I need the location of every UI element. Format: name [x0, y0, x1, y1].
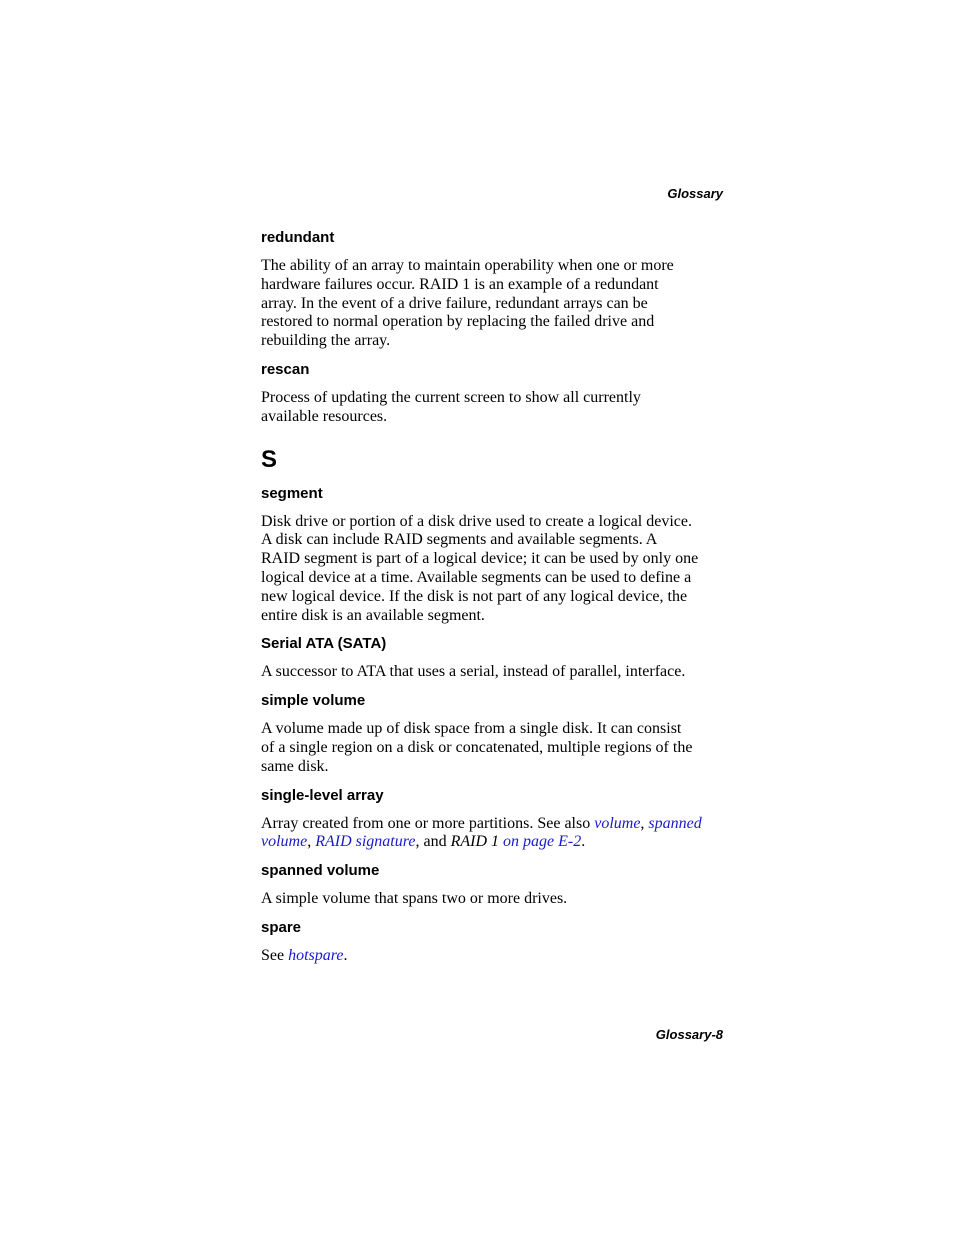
page-number: Glossary-8 — [655, 1027, 723, 1042]
term-serial-ata: Serial ATA (SATA) — [261, 635, 387, 653]
definition-text: See — [261, 946, 289, 964]
definition-serial-ata: A successor to ATA that uses a serial, instead of parallel, interface. — [261, 663, 686, 681]
term-simple-volume: simple volume — [261, 692, 366, 710]
section-letter-s: S — [261, 445, 278, 473]
period: . — [343, 946, 348, 964]
definition-segment: Disk drive or portion of a disk drive used to create a logical device. A disk can include RAID segments and available segments. A RAID segment is part of a logical device; it can be used by only one logical device at a time. Available segments can be used to define a new logical device. If the disk is not part of any logical device, the entire disk is an available segment. — [261, 512, 699, 624]
separator: , and — [415, 833, 451, 851]
separator: , — [307, 833, 316, 851]
term-spare: spare — [261, 918, 302, 936]
link-hotspare[interactable]: hotspare — [288, 946, 344, 964]
term-redundant: redundant — [261, 229, 335, 246]
definition-text: Array created from one or more partitions. See also — [261, 814, 595, 832]
term-rescan: rescan — [261, 360, 310, 378]
term-spanned-volume: spanned volume — [261, 862, 380, 880]
definition-spare — [261, 947, 723, 966]
running-header: Glossary — [667, 186, 723, 201]
link-page-e2[interactable]: on page E-2 — [503, 833, 582, 851]
definition-rescan: Process of updating the current screen to show all currently available resources. — [261, 388, 641, 425]
term-segment: segment — [261, 484, 323, 502]
period: . — [581, 833, 586, 851]
link-spanned-volume-part2[interactable]: volume — [261, 833, 308, 851]
definition-redundant: The ability of an array to maintain operability when one or more hardware failures occur. RAID 1 is an example of a redundant array. In the event of a drive failure, redundant arrays can be restored to normal operation by replacing the failed drive and rebuilding the array. — [261, 257, 674, 350]
link-volume[interactable]: volume — [594, 814, 641, 832]
glossary-content — [261, 228, 723, 975]
term-single-level-array: single-level array — [261, 786, 384, 804]
separator: , — [640, 814, 649, 832]
raid1-reference: RAID 1 — [450, 833, 500, 851]
link-spanned-volume-part1[interactable]: spanned — [648, 814, 702, 832]
link-raid-signature[interactable]: RAID signature — [315, 833, 416, 851]
definition-simple-volume: A volume made up of disk space from a single disk. It can consist of a single region on a disk or concatenated, multiple regions of the same disk. — [261, 720, 693, 775]
definition-spanned-volume: A simple volume that spans two or more drives. — [261, 890, 568, 908]
definition-single-level-array — [261, 815, 723, 853]
